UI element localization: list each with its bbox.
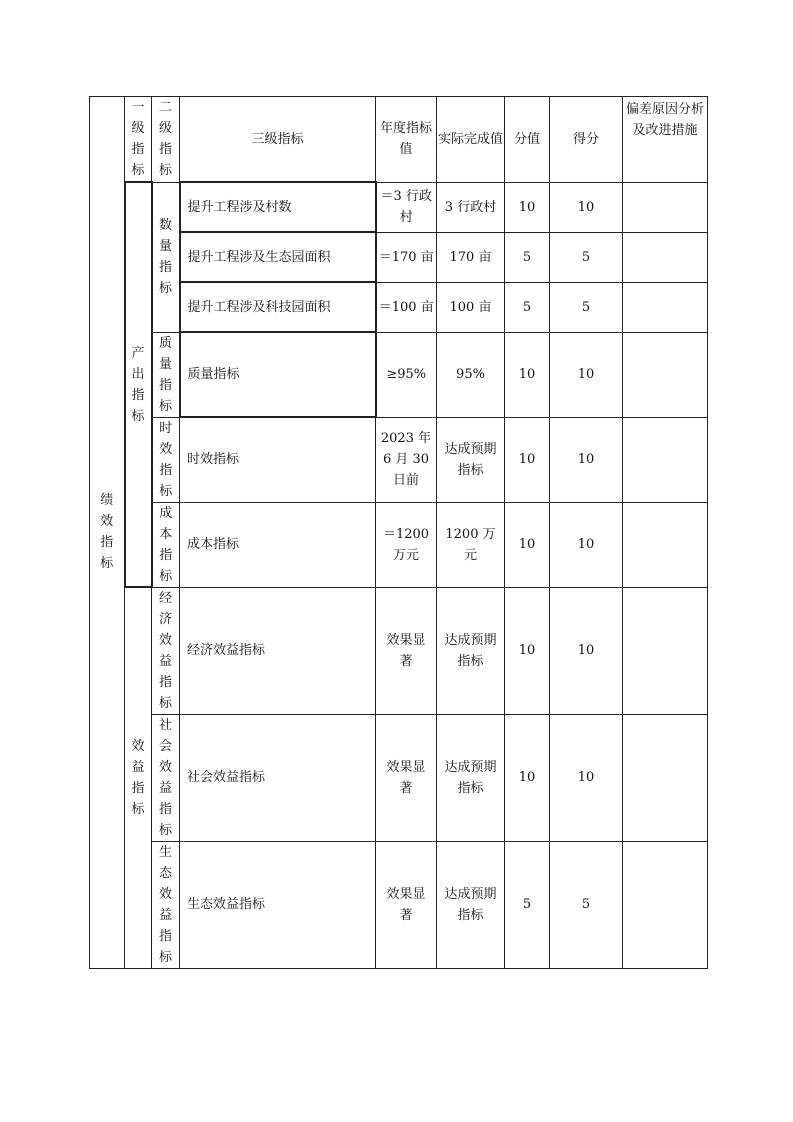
target-cell: 效果显著 (376, 587, 437, 714)
table-row (90, 587, 708, 714)
indicator-cell: 时效指标 (180, 417, 376, 502)
score-cell: 10 (550, 417, 623, 502)
actual-cell: 达成预期指标 (437, 587, 505, 714)
table-row (90, 282, 708, 332)
indicator-cell: 生态效益指标 (180, 841, 376, 968)
target-cell: 效果显著 (376, 714, 437, 841)
value-cell: 5 (505, 282, 550, 332)
target-cell: 效果显著 (376, 841, 437, 968)
value-cell: 5 (505, 841, 550, 968)
group-label-cell (90, 97, 125, 969)
indicator-cell: 成本指标 (180, 502, 376, 587)
header-score-value: 分值 (505, 97, 550, 183)
value-cell: 5 (505, 232, 550, 282)
subsection-timeliness: 时效指标 (152, 417, 180, 502)
indicator-cell: 提升工程涉及生态园面积 (180, 232, 376, 282)
actual-cell: 达成预期指标 (437, 417, 505, 502)
score-cell: 10 (550, 502, 623, 587)
target-cell: ＝1200 万元 (376, 502, 437, 587)
actual-cell: 达成预期指标 (437, 841, 505, 968)
header-annual-target: 年度指标值 (376, 97, 437, 183)
deviation-cell (623, 587, 708, 714)
deviation-cell (623, 714, 708, 841)
value-cell: 10 (505, 502, 550, 587)
header-level2: 二级指标 (152, 97, 180, 183)
deviation-cell (623, 332, 708, 417)
header-deviation: 偏差原因分析及改进措施 (623, 97, 708, 183)
actual-cell: 100 亩 (437, 282, 505, 332)
header-level3: 三级指标 (180, 97, 376, 183)
subsection-ecological: 生态效益指标 (152, 841, 180, 968)
target-cell: ＝3 行政村 (376, 182, 437, 232)
target-cell: ≥95% (376, 332, 437, 417)
actual-cell: 1200 万元 (437, 502, 505, 587)
indicator-cell: 社会效益指标 (180, 714, 376, 841)
section-output: 产出指标 (125, 182, 152, 587)
deviation-cell (623, 232, 708, 282)
indicator-cell: 提升工程涉及科技园面积 (180, 282, 376, 332)
header-actual: 实际完成值 (437, 97, 505, 183)
table-row (90, 841, 708, 968)
actual-cell: 3 行政村 (437, 182, 505, 232)
indicator-cell: 提升工程涉及村数 (180, 182, 376, 232)
header-row (90, 97, 708, 183)
section-benefit: 效益指标 (125, 587, 152, 968)
subsection-quantity: 数量指标 (152, 182, 180, 332)
table-row (90, 417, 708, 502)
deviation-cell (623, 282, 708, 332)
target-cell: ＝170 亩 (376, 232, 437, 282)
score-cell: 5 (550, 232, 623, 282)
target-cell: 2023 年 6 月 30 日前 (376, 417, 437, 502)
value-cell: 10 (505, 587, 550, 714)
subsection-cost: 成本指标 (152, 502, 180, 587)
deviation-cell (623, 182, 708, 232)
indicator-cell: 质量指标 (180, 332, 376, 417)
header-score: 得分 (550, 97, 623, 183)
value-cell: 10 (505, 182, 550, 232)
score-cell: 10 (550, 714, 623, 841)
value-cell: 10 (505, 714, 550, 841)
subsection-economic: 经济效益指标 (152, 587, 180, 714)
deviation-cell (623, 502, 708, 587)
value-cell: 10 (505, 332, 550, 417)
table-row (90, 502, 708, 587)
table-row (90, 182, 708, 232)
score-cell: 5 (550, 841, 623, 968)
header-level1: 一级指标 (125, 97, 152, 183)
score-cell: 10 (550, 332, 623, 417)
score-cell: 10 (550, 587, 623, 714)
table-row (90, 332, 708, 417)
deviation-cell (623, 417, 708, 502)
table-row (90, 232, 708, 282)
score-cell: 5 (550, 282, 623, 332)
actual-cell: 170 亩 (437, 232, 505, 282)
value-cell: 10 (505, 417, 550, 502)
subsection-quality: 质量指标 (152, 332, 180, 417)
actual-cell: 达成预期指标 (437, 714, 505, 841)
deviation-cell (623, 841, 708, 968)
table-row (90, 714, 708, 841)
group-label: 绩效指标 (100, 493, 114, 572)
indicator-cell: 经济效益指标 (180, 587, 376, 714)
score-cell: 10 (550, 182, 623, 232)
subsection-social: 社会效益指标 (152, 714, 180, 841)
actual-cell: 95% (437, 332, 505, 417)
target-cell: ＝100 亩 (376, 282, 437, 332)
performance-table (89, 96, 708, 969)
